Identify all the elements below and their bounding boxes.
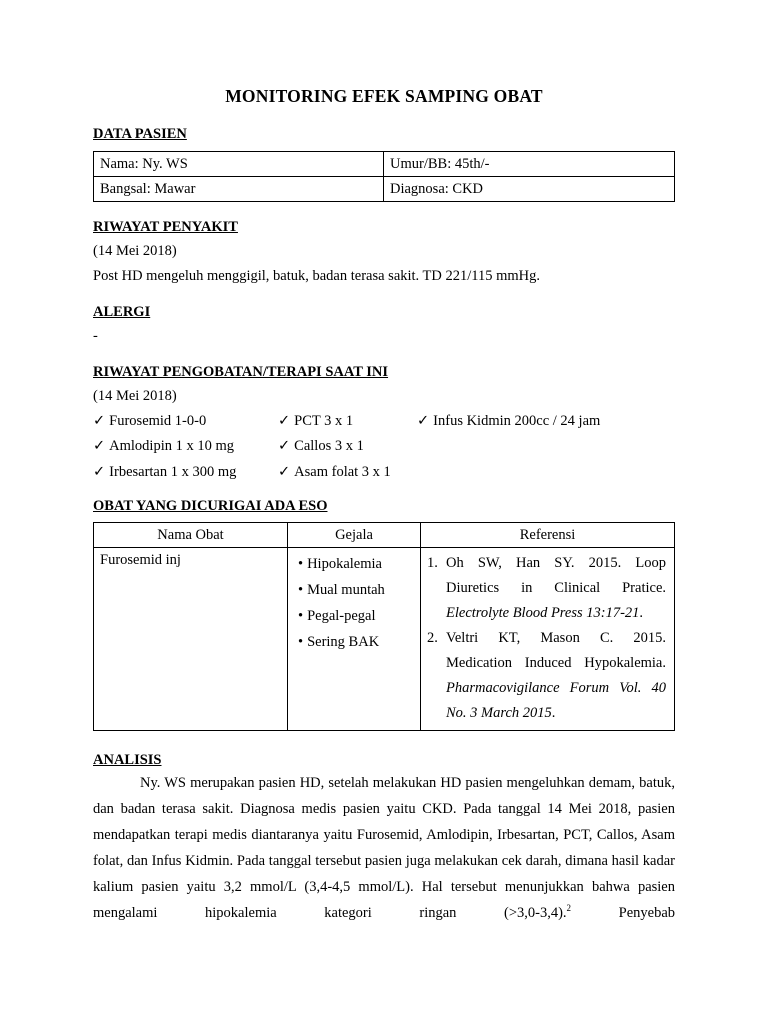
- reference-list: [421, 548, 674, 726]
- table-row: [94, 177, 675, 202]
- alergi-heading: ALERGI: [93, 304, 151, 320]
- checkmark-icon: ✓: [278, 464, 291, 480]
- obat-dicurigai-heading: OBAT YANG DICURIGAI ADA ESO: [93, 498, 328, 514]
- riwayat-penyakit-heading: RIWAYAT PENYAKIT: [93, 219, 238, 235]
- med-item: ✓ Callos 3 x 1: [278, 438, 364, 454]
- column-header: Nama Obat: [94, 523, 288, 548]
- patient-name: Nama: Ny. WS: [94, 152, 384, 177]
- reference-text: Veltri KT, Mason C. 2015. Medication Induced Hypokalemia.: [446, 630, 666, 671]
- reference-end: .: [551, 705, 556, 721]
- table-header-row: [94, 523, 675, 548]
- reference-item: [427, 626, 666, 726]
- checkmark-icon: ✓: [278, 413, 291, 429]
- data-pasien-heading: DATA PASIEN: [93, 126, 187, 142]
- column-header: Referensi: [421, 523, 675, 548]
- med-item: ✓ Furosemid 1-0-0: [93, 413, 207, 429]
- reference-item: [427, 551, 666, 626]
- alergi-text: -: [93, 328, 98, 344]
- list-item: • Pegal-pegal: [298, 603, 420, 629]
- table-row: [94, 548, 675, 731]
- patient-table: [93, 151, 675, 202]
- riwayat-penyakit-text: Post HD mengeluh menggigil, batuk, badan terasa sakit. TD 221/115 mmHg.: [93, 268, 541, 284]
- column-header: Gejala: [288, 523, 421, 548]
- med-item: ✓ PCT 3 x 1: [278, 413, 354, 429]
- riwayat-pengobatan-heading: RIWAYAT PENGOBATAN/TERAPI SAAT INI: [93, 364, 389, 380]
- checkmark-icon: ✓: [93, 413, 106, 429]
- references-cell: [421, 548, 675, 731]
- drug-name: Furosemid inj: [100, 552, 181, 568]
- analisis-heading: ANALISIS: [93, 752, 162, 768]
- patient-age-weight: Umur/BB: 45th/-: [384, 152, 675, 177]
- symptoms-cell: [288, 548, 421, 731]
- checkmark-icon: ✓: [93, 438, 106, 454]
- reference-end: .: [639, 605, 644, 621]
- med-item: ✓ Irbesartan 1 x 300 mg: [93, 464, 237, 480]
- reference-number: 1.: [427, 555, 438, 571]
- patient-diagnosis: Diagnosa: CKD: [384, 177, 675, 202]
- med-item: ✓ Infus Kidmin 200cc / 24 jam: [417, 413, 601, 429]
- checkmark-icon: ✓: [93, 464, 106, 480]
- reference-journal: Electrolyte Blood Press 13:17-21: [446, 605, 640, 621]
- checkmark-icon: ✓: [417, 413, 430, 429]
- riwayat-pengobatan-date: (14 Mei 2018): [93, 388, 177, 404]
- analisis-text: Ny. WS merupakan pasien HD, setelah melakukan HD pasien mengeluhkan demam, batuk, dan badan terasa sakit. Diagnosa medis pasien yaitu CKD. Pada tanggal 14 Mei 2018, pasien mendapatkan terapi medis diantaranya yaitu Furosemid, Amlodipin, Irbesartan, PCT, Callos, Asam folat, dan Infus Kidmin. Pada tanggal tersebut pasien juga melakukan cek darah, dimana hasil kadar kalium pasien yaitu 3,2 mmol/L (3,4-4,5 mmol/L). Hal tersebut menunjukkan bahwa pasien mengalami hipokalemia kategori ringan (>3,0-3,4).$^2$ Penyebab: [93, 775, 676, 921]
- reference-number: 2.: [427, 630, 438, 646]
- symptom-list: [288, 548, 420, 655]
- page-title: MONITORING EFEK SAMPING OBAT: [225, 86, 543, 106]
- table-row: [94, 152, 675, 177]
- footnote-marker: 2: [566, 903, 572, 914]
- analisis-paragraph: [93, 770, 675, 926]
- list-item: • Mual muntah: [298, 577, 420, 603]
- patient-ward: Bangsal: Mawar: [94, 177, 384, 202]
- checkmark-icon: ✓: [278, 438, 291, 454]
- med-item: ✓ Amlodipin 1 x 10 mg: [93, 438, 235, 454]
- list-item: • Sering BAK: [298, 629, 420, 655]
- med-item: ✓ Asam folat 3 x 1: [278, 464, 391, 480]
- eso-table: [93, 522, 675, 731]
- list-item: • Hipokalemia: [298, 551, 420, 577]
- drug-cell: [94, 548, 288, 731]
- riwayat-penyakit-date: (14 Mei 2018): [93, 243, 177, 259]
- reference-text: Oh SW, Han SY. 2015. Loop Diuretics in Clinical Pratice.: [446, 555, 666, 596]
- reference-journal: Pharmacovigilance Forum Vol. 40 No. 3 March 2015: [446, 680, 666, 721]
